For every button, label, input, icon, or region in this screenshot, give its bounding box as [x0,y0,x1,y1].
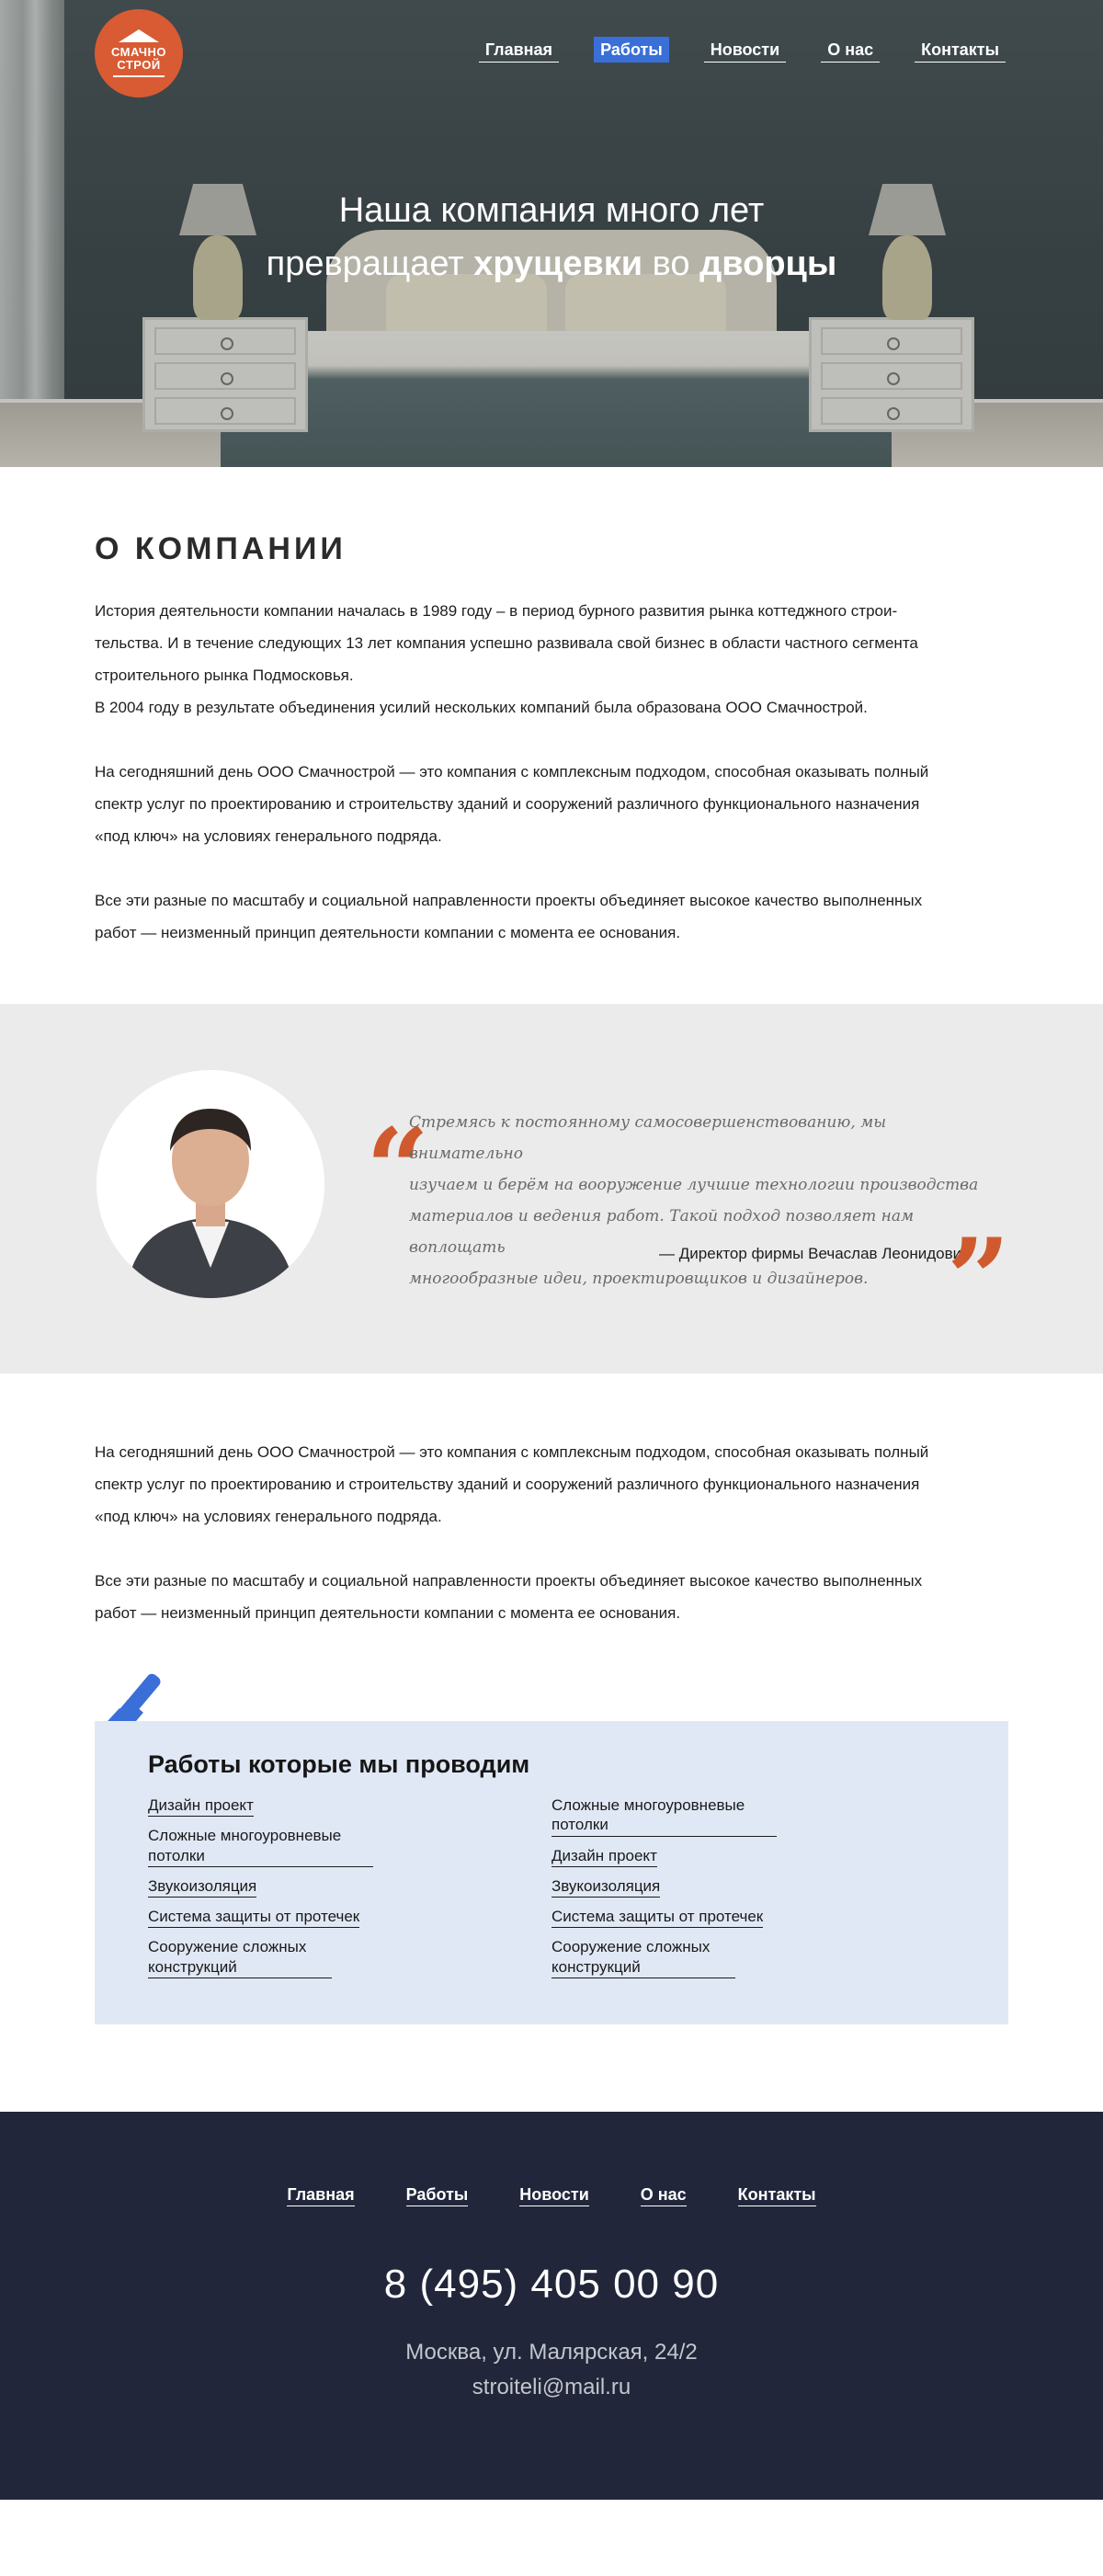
main-nav [444,37,1006,63]
works-link[interactable]: Сложные многоуровневые потолки [148,1826,373,1867]
quote-open-icon: “ [366,1104,430,1234]
works-section [0,1721,1103,2112]
hero-title: Наша компания много лет превращает хрущевки во дворцы [266,191,837,283]
quote-close-icon: ” [947,1214,1011,1344]
works-link[interactable]: Сложные многоуровневые потолки [552,1795,777,1837]
director-avatar [97,1070,324,1298]
works-link[interactable]: Звукоизоляция [148,1876,256,1898]
director-quote [0,1004,1103,1373]
quote-text: Стремясь к постоянному самосовершенствованию, мы внимательно изучаем и берём на вооружение лучшие технологии производства материалов и ведения работ. Такой подход позволяет нам воплощать многообразные идеи, проектировщиков и дизайнеров. [409,1113,979,1288]
works-link[interactable]: Сооружение сложных конструкций [552,1937,735,1978]
quote-author: — Директор фирмы Вечаслав Леонидович [659,1245,970,1262]
works-list-right [552,1795,955,1988]
about-section-2 [0,1373,1103,1666]
footer-email[interactable]: stroiteli@mail.ru [472,2374,631,2399]
footer-nav-works[interactable]: Работы [406,2183,469,2206]
footer [0,2112,1103,2500]
about-paragraph-1: История деятельности компании началась в 1989 году – в период бурного развития рынка коттеджного строи- тельства. И в течение следующих 13 лет компания успешно развивала свой бизнес в области частного сегмента строительного рынка Подмосковья. В 2004 году в результате объединения усилий нескольких компаний была образована ООО Смачнострой. [95,602,918,716]
works-heading: Работы которые мы проводим [148,1750,530,1778]
about-section [0,467,1103,1004]
hero [0,0,1103,467]
nav-works[interactable]: Работы [594,37,669,63]
works-link[interactable]: Система защиты от протечек [148,1907,359,1928]
about2-paragraph-2: Все эти разные по масштабу и социальной направленности проекты объединяет высокое качество выполненных работ — неизменный принцип деятельности компании с момента ее основания. [95,1572,923,1622]
footer-address: Москва, ул. Малярская, 24/2 [405,2339,698,2365]
works-list-left [148,1795,552,1988]
footer-nav-about[interactable]: О нас [641,2183,687,2206]
footer-nav-news[interactable]: Новости [519,2183,588,2206]
works-link[interactable]: Сооружение сложных конструкций [148,1937,332,1978]
works-link[interactable]: Дизайн проект [552,1846,657,1867]
nav-about[interactable]: О нас [821,37,880,63]
nav-contacts[interactable]: Контакты [915,37,1006,63]
nav-news[interactable]: Новости [704,37,786,63]
nav-home[interactable]: Главная [479,37,559,63]
about-paragraph-3: Все эти разные по масштабу и социальной направленности проекты объединяет высокое качество выполненных работ — неизменный принцип деятельности компании с момента ее основания. [95,892,923,941]
about-paragraph-2: На сегодняшний день ООО Смачнострой — это компания с комплексным подходом, способная оказывать полный спектр услуг по проектированию и строительству зданий и сооружений различного функционального назначения «под ключ» на условиях генерального подряда. [95,763,929,845]
footer-nav [0,2183,1103,2206]
works-link[interactable]: Система защиты от протечек [552,1907,763,1928]
footer-nav-home[interactable]: Главная [287,2183,354,2206]
logo[interactable]: СМАЧНО СТРОЙ [95,9,183,97]
footer-phone[interactable]: 8 (495) 405 00 90 [383,2261,720,2307]
house-roof-icon [119,29,159,42]
works-box [95,1721,1008,2024]
works-link[interactable]: Звукоизоляция [552,1876,660,1898]
about2-paragraph-1: На сегодняшний день ООО Смачнострой — это компания с комплексным подходом, способная оказывать полный спектр услуг по проектированию и строительству зданий и сооружений различного функционального назначения «под ключ» на условиях генерального подряда. [95,1443,929,1525]
works-link[interactable]: Дизайн проект [148,1795,254,1817]
footer-nav-contacts[interactable]: Контакты [738,2183,816,2206]
about-heading: О КОМПАНИИ [95,531,347,566]
